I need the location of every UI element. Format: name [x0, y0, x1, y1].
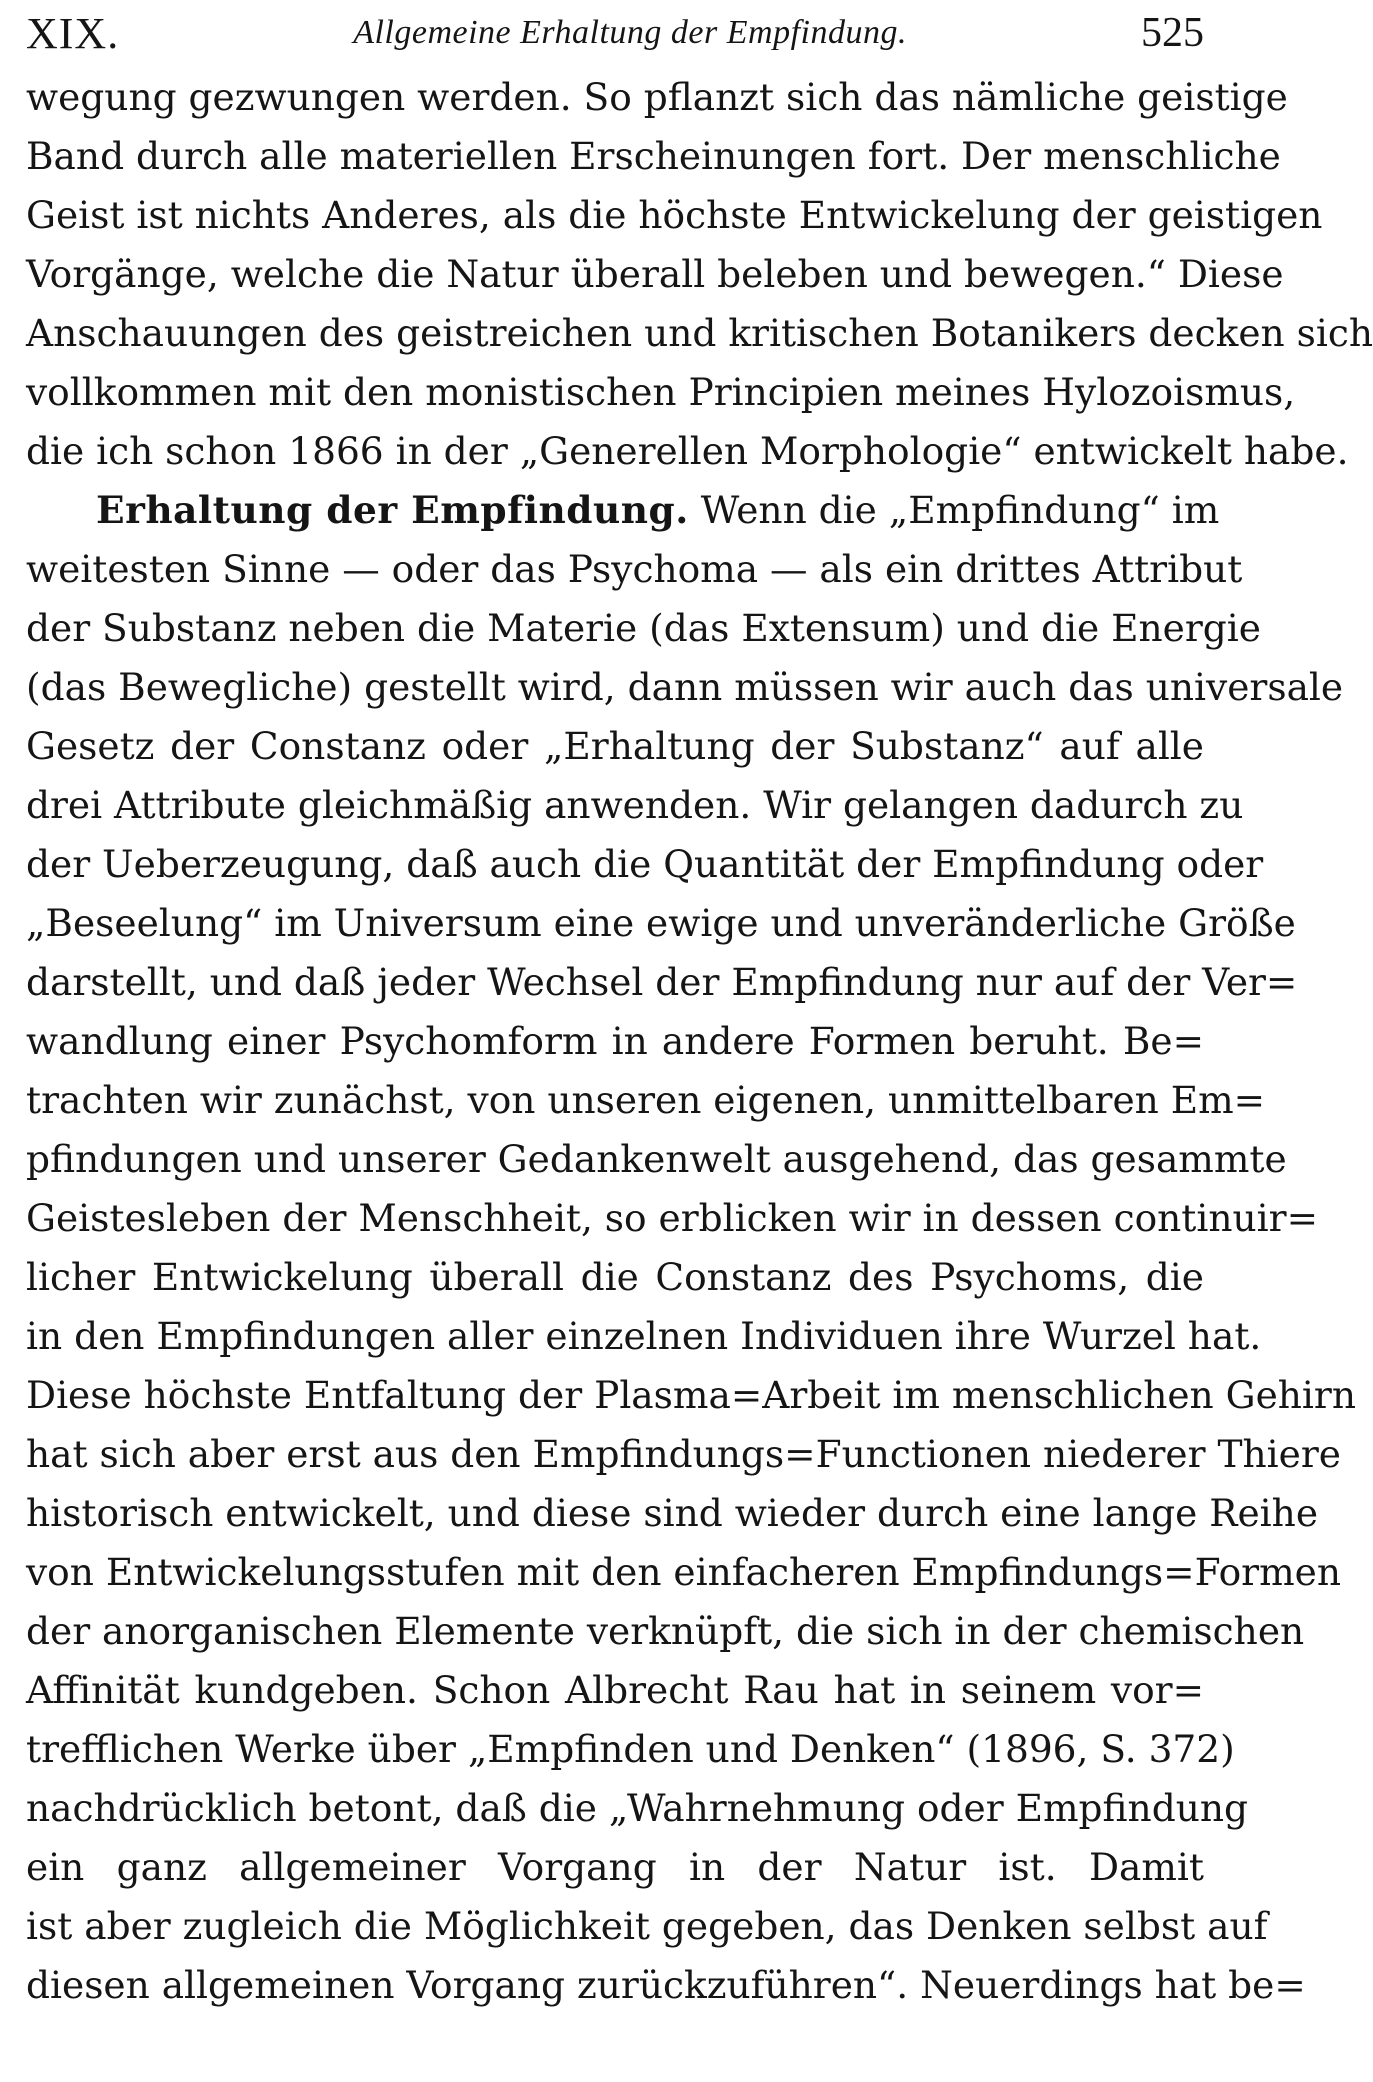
text-line: ein ganz allgemeiner Vorgang in der Natur ist. Damit — [26, 1845, 1204, 1889]
text-line: nachdrücklich betont, daß die „Wahrnehmung oder Empfindung — [26, 1786, 1249, 1830]
page-header — [26, 8, 1204, 58]
body-text — [26, 68, 1373, 2015]
text-line: Anschauungen des geistreichen und kritischen Botanikers decken sich — [26, 311, 1373, 355]
text-line: von Entwickelungsstufen mit den einfacheren Empfindungs=Formen — [26, 1550, 1341, 1594]
text-line: wegung gezwungen werden. So pflanzt sich das nämliche geistige — [26, 75, 1288, 119]
text-line: die ich schon 1866 in der „Generellen Morphologie“ entwickelt habe. — [26, 429, 1349, 473]
section-heading: Erhaltung der Empfindung. — [96, 488, 689, 532]
paragraph-continued — [26, 68, 1373, 481]
text-line: Gesetz der Constanz oder „Erhaltung der Substanz“ auf alle — [26, 724, 1204, 768]
text-line: Geist ist nichts Anderes, als die höchste Entwickelung der geistigen — [26, 193, 1323, 237]
text-line: trachten wir zunächst, von unseren eigenen, unmittelbaren Em= — [26, 1078, 1266, 1122]
chapter-number: XIX. — [26, 8, 120, 58]
text-line: „Beseelung“ im Universum eine ewige und unveränderliche Größe — [26, 901, 1296, 945]
text-line: Diese höchste Entfaltung der Plasma=Arbeit im menschlichen Gehirn — [26, 1373, 1356, 1417]
text-line: Geistesleben der Menschheit, so erblicken wir in dessen continuir= — [26, 1196, 1319, 1240]
running-title: Allgemeine Erhaltung der Empfindung. — [353, 14, 907, 51]
text-line: ist aber zugleich die Möglichkeit gegeben, das Denken selbst auf — [26, 1904, 1268, 1948]
text-line: drei Attribute gleichmäßig anwenden. Wir gelangen dadurch zu — [26, 783, 1244, 827]
text-line: hat sich aber erst aus den Empfindungs=Functionen niederer Thiere — [26, 1432, 1341, 1476]
text-line: Vorgänge, welche die Natur überall beleben und bewegen.“ Diese — [26, 252, 1284, 296]
text-line: trefflichen Werke über „Empfinden und Denken“ (1896, S. 372) — [26, 1727, 1235, 1771]
text-line: historisch entwickelt, und diese sind wieder durch eine lange Reihe — [26, 1491, 1319, 1535]
text-line: (das Bewegliche) gestellt wird, dann müssen wir auch das universale — [26, 665, 1344, 709]
text-line: wandlung einer Psychomform in andere Formen beruht. Be= — [26, 1019, 1204, 1063]
text-line: in den Empfindungen aller einzelnen Individuen ihre Wurzel hat. — [26, 1314, 1262, 1358]
text-line: der Substanz neben die Materie (das Extensum) und die Energie — [26, 606, 1261, 650]
text-segment: Wenn die „Empfindung“ im — [700, 488, 1220, 532]
text-line: der anorganischen Elemente verknüpft, die sich in der chemischen — [26, 1609, 1305, 1653]
text-line: weitesten Sinne — oder das Psychoma — als ein drittes Attribut — [26, 547, 1243, 591]
text-line: Affinität kundgeben. Schon Albrecht Rau hat in seinem vor= — [26, 1668, 1204, 1712]
book-page — [26, 8, 1373, 2068]
text-line: diesen allgemeinen Vorgang zurückzuführen“. Neuerdings hat be= — [26, 1963, 1306, 2007]
text-line: licher Entwickelung überall die Constanz des Psychoms, die — [26, 1255, 1204, 1299]
text-line: pfindungen und unserer Gedankenwelt ausgehend, das gesammte — [26, 1137, 1287, 1181]
paragraph-erhaltung — [26, 481, 1356, 2015]
page-number: 525 — [1140, 10, 1204, 56]
paragraph-first-line — [26, 481, 1220, 540]
text-line: darstellt, und daß jeder Wechsel der Empfindung nur auf der Ver= — [26, 960, 1298, 1004]
text-line: Band durch alle materiellen Erscheinungen fort. Der menschliche — [26, 134, 1281, 178]
text-line: der Ueberzeugung, daß auch die Quantität der Empfindung oder — [26, 842, 1264, 886]
text-line: vollkommen mit den monistischen Principien meines Hylozoismus, — [26, 370, 1296, 414]
